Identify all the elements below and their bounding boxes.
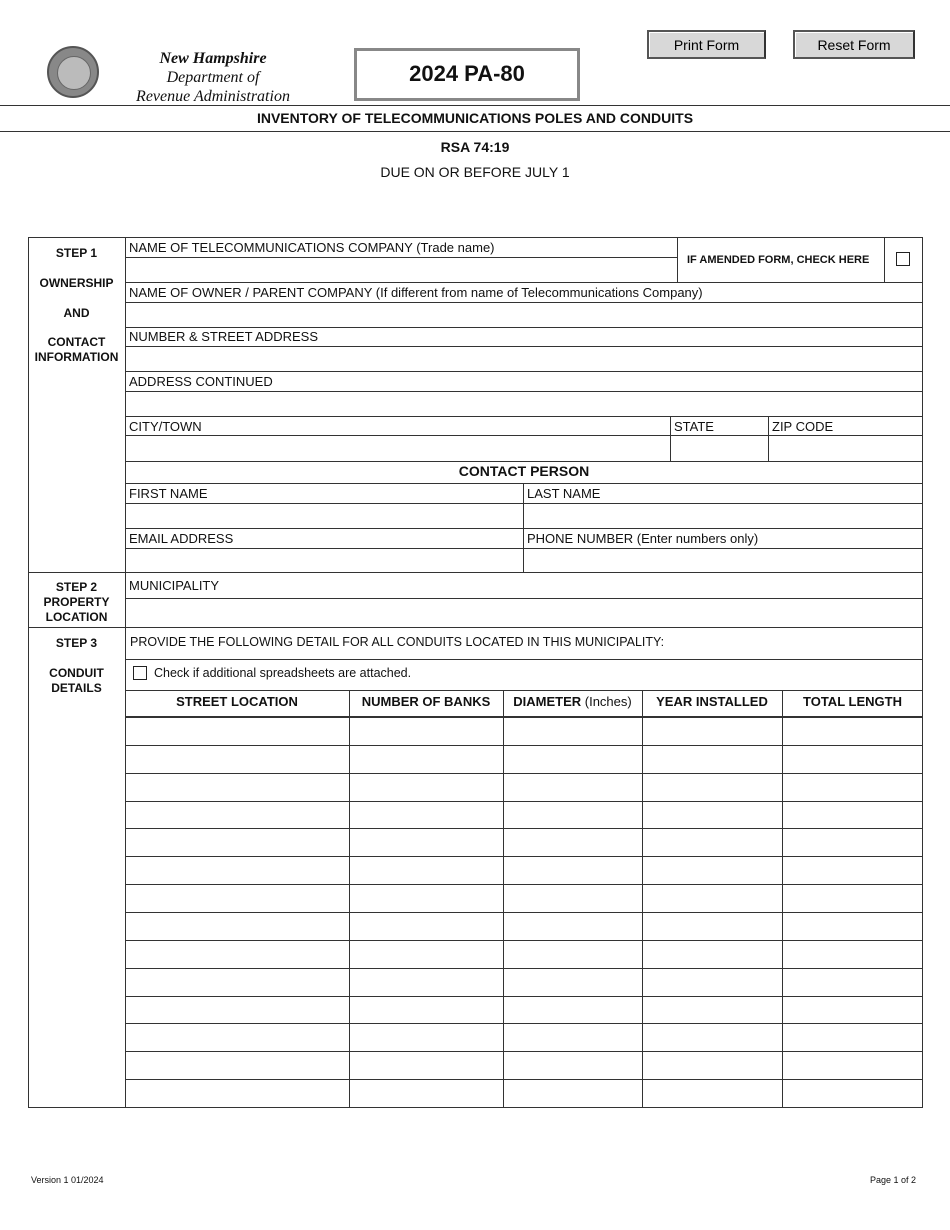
- agency-line2: Department of: [166, 69, 260, 86]
- conduit-cell-input[interactable]: [643, 830, 781, 855]
- conduit-cell-input[interactable]: [504, 942, 641, 967]
- conduit-cell-input[interactable]: [126, 719, 348, 744]
- conduit-cell-input[interactable]: [783, 719, 922, 744]
- due-date: DUE ON OR BEFORE JULY 1: [380, 164, 570, 180]
- conduit-cell-input[interactable]: [504, 830, 641, 855]
- table-row-rule: [125, 1107, 923, 1108]
- conduit-cell-input[interactable]: [350, 830, 502, 855]
- conduit-cell-input[interactable]: [350, 914, 502, 939]
- col-header-diameter: [503, 690, 642, 714]
- municipality-label: MUNICIPALITY: [129, 578, 220, 593]
- row-rule: [125, 461, 923, 462]
- municipality-input[interactable]: [126, 599, 922, 626]
- conduit-cell-input[interactable]: [783, 914, 922, 939]
- amended-form-checkbox[interactable]: [896, 252, 910, 266]
- conduit-cell-input[interactable]: [126, 775, 348, 800]
- row-rule: [125, 282, 923, 283]
- form-title: INVENTORY OF TELECOMMUNICATIONS POLES AND CONDUITS: [256, 110, 694, 126]
- step1-sub4: INFORMATION: [34, 350, 119, 364]
- table-row-rule: [125, 912, 923, 913]
- step1-sub1: OWNERSHIP: [39, 276, 114, 290]
- conduit-cell-input[interactable]: [350, 886, 502, 911]
- address-continued-label: ADDRESS CONTINUED: [129, 374, 273, 389]
- conduit-cell-input[interactable]: [350, 719, 502, 744]
- phone-number-input[interactable]: [524, 549, 922, 571]
- header-rule-top: [0, 105, 950, 106]
- conduit-cell-input[interactable]: [783, 803, 922, 828]
- conduit-cell-input[interactable]: [504, 775, 641, 800]
- table-header-rule: [125, 716, 923, 718]
- conduit-cell-input[interactable]: [126, 747, 348, 772]
- table-row-rule: [125, 884, 923, 885]
- print-form-button[interactable]: Print Form: [647, 30, 766, 59]
- step3-label: [28, 636, 125, 696]
- conduit-cell-input[interactable]: [504, 1025, 641, 1050]
- conduit-cell-input[interactable]: [643, 1025, 781, 1050]
- step2-label: [28, 580, 125, 625]
- step1-label: [28, 246, 125, 365]
- first-name-input[interactable]: [126, 504, 522, 527]
- conduit-cell-input[interactable]: [643, 719, 781, 744]
- conduit-cell-input[interactable]: [126, 803, 348, 828]
- street-address-label: NUMBER & STREET ADDRESS: [129, 329, 319, 344]
- zip-code-input[interactable]: [769, 436, 922, 460]
- page-number: Page 1 of 2: [869, 1175, 916, 1185]
- conduit-cell-input[interactable]: [126, 830, 348, 855]
- header-rule-bottom: [0, 131, 950, 132]
- state-label: STATE: [674, 419, 714, 434]
- conduit-cell-input[interactable]: [643, 886, 781, 911]
- conduit-cell-input[interactable]: [350, 775, 502, 800]
- col-header-diameter-unit: (Inches): [584, 694, 632, 709]
- last-name-label: LAST NAME: [527, 486, 601, 501]
- step1-sub2: AND: [63, 306, 90, 320]
- table-row-rule: [125, 940, 923, 941]
- nh-state-seal-logo: [47, 46, 99, 98]
- owner-name-input[interactable]: [126, 303, 922, 326]
- agency-line3: Revenue Administration: [136, 88, 290, 105]
- contact-person-heading: CONTACT PERSON: [458, 463, 590, 479]
- table-row-rule: [125, 828, 923, 829]
- conduit-cell-input[interactable]: [504, 747, 641, 772]
- conduit-cell-input[interactable]: [126, 1081, 348, 1106]
- conduit-cell-input[interactable]: [504, 886, 641, 911]
- amended-check-divider: [884, 237, 885, 282]
- conduit-cell-input[interactable]: [350, 803, 502, 828]
- conduit-cell-input[interactable]: [504, 803, 641, 828]
- conduit-cell-input[interactable]: [350, 1053, 502, 1078]
- conduit-cell-input[interactable]: [643, 1053, 781, 1078]
- step2-bottom-rule: [28, 627, 923, 628]
- conduit-cell-input[interactable]: [126, 886, 348, 911]
- step1-heading: STEP 1: [55, 246, 98, 260]
- conduit-cell-input[interactable]: [126, 1025, 348, 1050]
- conduit-cell-input[interactable]: [643, 998, 781, 1023]
- conduit-cell-input[interactable]: [504, 719, 641, 744]
- statute-reference: RSA 74:19: [440, 139, 510, 155]
- table-row-rule: [125, 856, 923, 857]
- street-address-input[interactable]: [126, 347, 922, 370]
- conduit-cell-input[interactable]: [643, 775, 781, 800]
- conduit-cell-input[interactable]: [126, 998, 348, 1023]
- col-header-street-location: STREET LOCATION: [176, 694, 298, 709]
- table-row-rule: [125, 1051, 923, 1052]
- email-address-input[interactable]: [126, 549, 522, 571]
- row-rule: [125, 371, 923, 372]
- last-name-input[interactable]: [524, 504, 922, 527]
- step3-heading: STEP 3: [55, 636, 98, 650]
- conduit-cell-input[interactable]: [504, 858, 641, 883]
- city-town-input[interactable]: [126, 436, 669, 460]
- conduit-cell-input[interactable]: [783, 1053, 922, 1078]
- step2-heading: STEP 2: [55, 580, 98, 594]
- conduit-cell-input[interactable]: [643, 1081, 781, 1106]
- col-header-number-of-banks: NUMBER OF BANKS: [361, 694, 491, 709]
- conduit-cell-input[interactable]: [504, 1081, 641, 1106]
- conduit-cell-input[interactable]: [350, 998, 502, 1023]
- step3-sub2: DETAILS: [51, 681, 102, 695]
- conduit-cell-input[interactable]: [350, 1081, 502, 1106]
- company-name-input[interactable]: [126, 258, 676, 281]
- conduit-cell-input[interactable]: [783, 970, 922, 995]
- email-address-label: EMAIL ADDRESS: [129, 531, 234, 546]
- amended-box-divider: [677, 237, 678, 282]
- conduit-cell-input[interactable]: [643, 858, 781, 883]
- row-rule: [125, 416, 923, 417]
- conduit-cell-input[interactable]: [643, 914, 781, 939]
- conduit-cell-input[interactable]: [350, 942, 502, 967]
- spreadsheets-attached-checkbox[interactable]: [133, 666, 147, 680]
- reset-form-button[interactable]: Reset Form: [793, 30, 915, 59]
- conduit-cell-input[interactable]: [504, 1053, 641, 1078]
- conduit-cell-input[interactable]: [126, 858, 348, 883]
- conduit-cell-input[interactable]: [783, 747, 922, 772]
- conduit-cell-input[interactable]: [126, 914, 348, 939]
- conduit-cell-input[interactable]: [126, 970, 348, 995]
- conduit-cell-input[interactable]: [504, 998, 641, 1023]
- state-input[interactable]: [671, 436, 767, 460]
- conduit-cell-input[interactable]: [126, 942, 348, 967]
- phone-number-label: PHONE NUMBER (Enter numbers only): [527, 531, 759, 546]
- conduit-instruction: PROVIDE THE FOLLOWING DETAIL FOR ALL CONDUITS LOCATED IN THIS MUNICIPALITY:: [130, 635, 665, 649]
- conduit-cell-input[interactable]: [350, 970, 502, 995]
- col-header-year-installed: YEAR INSTALLED: [656, 694, 768, 709]
- city-town-label: CITY/TOWN: [129, 419, 202, 434]
- conduit-cell-input[interactable]: [350, 747, 502, 772]
- address-continued-input[interactable]: [126, 392, 922, 415]
- conduit-cell-input[interactable]: [783, 998, 922, 1023]
- row-rule: [125, 483, 923, 484]
- first-name-label: FIRST NAME: [129, 486, 208, 501]
- col-header-diameter-text: DIAMETER: [513, 694, 582, 709]
- step2-sub2: LOCATION: [45, 610, 108, 624]
- conduit-cell-input[interactable]: [783, 886, 922, 911]
- conduit-cell-input[interactable]: [783, 830, 922, 855]
- col-header-total-length: TOTAL LENGTH: [803, 694, 902, 709]
- table-row-rule: [125, 745, 923, 746]
- conduit-cell-input[interactable]: [643, 803, 781, 828]
- conduit-cell-input[interactable]: [783, 1025, 922, 1050]
- owner-name-label: NAME OF OWNER / PARENT COMPANY (If different from name of Telecommunications Company): [129, 285, 703, 300]
- conduit-cell-input[interactable]: [126, 1053, 348, 1078]
- table-row-rule: [125, 1079, 923, 1080]
- conduit-cell-input[interactable]: [350, 1025, 502, 1050]
- company-name-label: NAME OF TELECOMMUNICATIONS COMPANY (Trade name): [129, 240, 495, 255]
- conduit-cell-input[interactable]: [350, 858, 502, 883]
- zip-code-label: ZIP CODE: [772, 419, 834, 434]
- step2-sub1: PROPERTY: [43, 595, 110, 609]
- form-id-box: 2024 PA-80: [354, 48, 580, 101]
- conduit-cell-input[interactable]: [504, 914, 641, 939]
- conduit-cell-input[interactable]: [783, 858, 922, 883]
- step1-sub3: CONTACT: [47, 335, 106, 349]
- conduit-cell-input[interactable]: [504, 970, 641, 995]
- conduit-cell-input[interactable]: [783, 1081, 922, 1106]
- conduit-cell-input[interactable]: [643, 970, 781, 995]
- conduit-cell-input[interactable]: [783, 775, 922, 800]
- row-rule: [125, 528, 923, 529]
- step1-bottom-rule: [28, 572, 923, 573]
- step3-sub1: CONDUIT: [49, 666, 104, 680]
- spreadsheets-attached-label: Check if additional spreadsheets are attached.: [154, 666, 412, 680]
- row-rule: [125, 659, 923, 660]
- amended-form-label: IF AMENDED FORM, CHECK HERE: [687, 254, 870, 266]
- conduit-cell-input[interactable]: [783, 942, 922, 967]
- table-row-rule: [125, 1023, 923, 1024]
- agency-line1: New Hampshire: [159, 50, 267, 67]
- conduit-cell-input[interactable]: [643, 942, 781, 967]
- version-text: Version 1 01/2024: [31, 1175, 104, 1185]
- conduit-cell-input[interactable]: [643, 747, 781, 772]
- agency-name: [108, 49, 318, 106]
